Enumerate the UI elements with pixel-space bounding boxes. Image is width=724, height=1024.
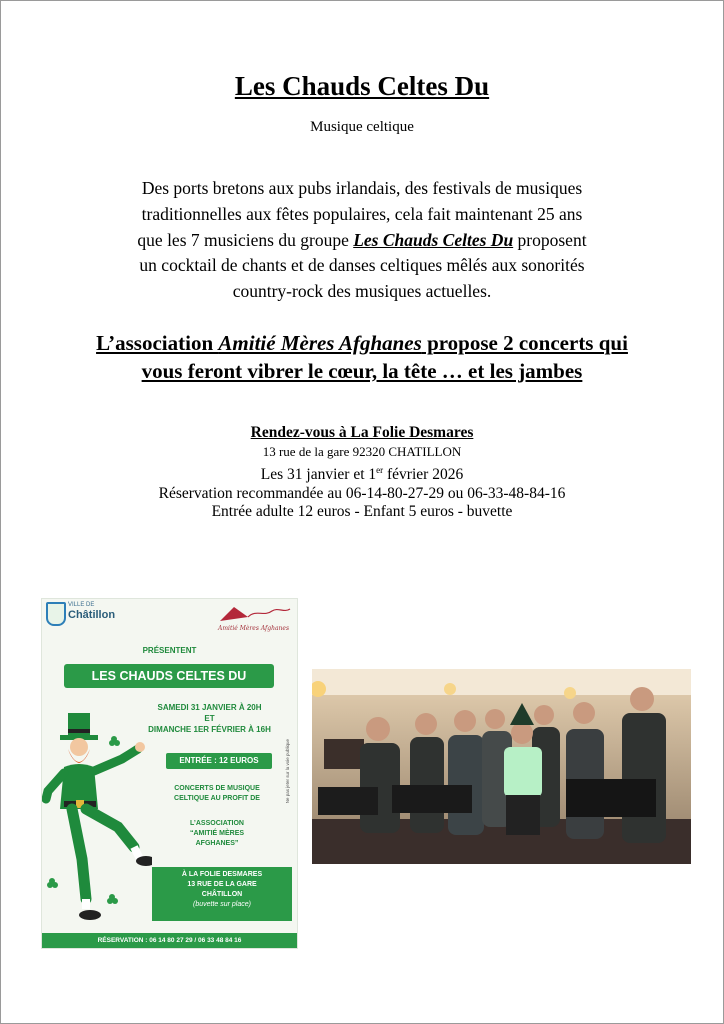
- bird-logo-icon: [214, 603, 294, 627]
- venue-address: 13 rue de la gare 92320 CHATILLON: [262, 443, 462, 459]
- page-subtitle: Musique celtique: [310, 119, 414, 135]
- poster-association: L’ASSOCIATION “AMITIÉ MÈRES AFGHANES”: [189, 820, 245, 847]
- shield-icon: [46, 602, 66, 626]
- paragraph-line: traditionnelles aux fêtes populaires, cela fait maintenant 25 ans: [141, 203, 583, 224]
- price-info: Entrée adulte 12 euros - Enfant 5 euros - buvette: [211, 503, 513, 521]
- rendezvous-block: [0, 424, 724, 522]
- poster-banner: LES CHAUDS CELTES DU: [64, 664, 274, 688]
- venue-heading: Rendez-vous à La Folie Desmares: [250, 424, 474, 441]
- poster-concert: CONCERTS DE MUSIQUE CELTIQUE AU PROFIT DE: [174, 785, 260, 802]
- poster-reservation: RÉSERVATION : 06 14 80 27 29 / 06 33 48 84 16: [42, 933, 297, 948]
- band-photo-image: [312, 669, 691, 864]
- reservation-info: Réservation recommandée au 06-14-80-27-29 ou 06-33-48-84-16: [158, 484, 566, 502]
- chatillon-logo: VILLE DE Châtillon: [42, 599, 132, 627]
- description-paragraph: [62, 176, 662, 305]
- page-title: Les Chauds Celtes Du: [234, 71, 490, 101]
- poster-entree: ENTRÉE : 12 EUROS: [166, 753, 272, 769]
- event-dates: Les 31 janvier et 1er février 2026: [260, 465, 464, 484]
- paragraph-line: Des ports bretons aux pubs irlandais, des festivals de musiques: [141, 178, 583, 198]
- group-name: Les Chauds Celtes Du: [353, 229, 514, 250]
- event-poster: [41, 598, 298, 949]
- leprechaun-illustration: [42, 709, 152, 934]
- band-photo: [312, 669, 691, 864]
- paragraph-line: country-rock des musiques actuelles.: [232, 281, 492, 302]
- poster-side-note: Ne pas jeter sur la voie publique: [285, 739, 290, 804]
- association-name: Amitié Mères Afghanes: [218, 331, 422, 355]
- poster-present: PRÉSENTENT: [142, 646, 197, 655]
- poster-venue: À LA FOLIE DESMARES 13 RUE DE LA GARE CHÂTILLON (buvette sur place): [152, 867, 292, 921]
- poster-dates: SAMEDI 31 JANVIER À 20H ET DIMANCHE 1ER FÉVRIER À 16H: [148, 703, 271, 734]
- paragraph-line: que les 7 musiciens du groupe Les Chauds Celtes Du proposent: [137, 229, 587, 250]
- afghan-association-logo: Amitié Mères Afghanes: [214, 603, 294, 633]
- association-announcement: L’association Amitié Mères Afghanes propose 2 concerts qui vous feront vibrer le cœur, la tête … et les jambes: [96, 331, 628, 383]
- paragraph-line: un cocktail de chants et de danses celtiques mêlés aux sonorités: [139, 255, 585, 276]
